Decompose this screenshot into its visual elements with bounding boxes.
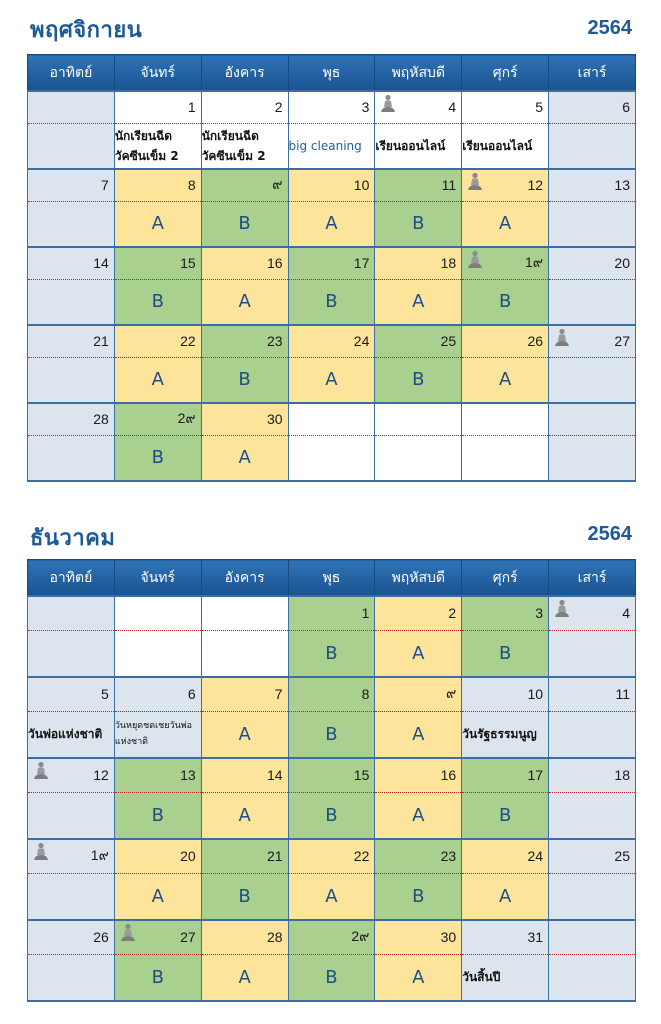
day-content-cell — [114, 630, 201, 677]
day-number-cell — [549, 169, 636, 201]
day-content-cell — [549, 711, 636, 758]
schedule-group-label: B — [412, 369, 425, 391]
schedule-group-label: A — [238, 966, 251, 988]
day-number: 8 — [361, 686, 370, 703]
day-number-cell — [462, 677, 549, 711]
schedule-group-label: A — [325, 885, 338, 907]
week-content-row — [28, 123, 636, 169]
day-number: 17 — [527, 767, 544, 784]
day-content-cell — [201, 279, 288, 325]
buddha-icon — [554, 328, 570, 348]
week-number-row — [28, 91, 636, 123]
day-content-cell — [288, 435, 375, 481]
day-number-cell — [462, 247, 549, 279]
schedule-group-label: B — [151, 447, 164, 469]
weekday-header: ศุกร์ — [462, 55, 549, 92]
day-number-cell — [549, 596, 636, 630]
day-number: 4 — [622, 605, 630, 622]
day-content-cell — [549, 435, 636, 481]
day-number-cell — [288, 247, 375, 279]
weekday-header: อังคาร — [201, 55, 288, 92]
day-number: 13 — [614, 177, 630, 194]
day-content-cell — [114, 357, 201, 403]
day-number-cell — [549, 920, 636, 954]
weekday-header: พฤหัสบดี — [375, 560, 462, 597]
day-number: 2๙ — [351, 928, 370, 945]
day-content-cell — [28, 201, 115, 247]
day-number: 2 — [274, 99, 283, 116]
day-number-cell — [201, 403, 288, 435]
day-number: 8 — [187, 177, 196, 194]
day-content-cell — [114, 201, 201, 247]
month-title-november: พฤศจิกายน — [30, 18, 143, 43]
day-number-cell — [549, 403, 636, 435]
day-number-cell — [114, 920, 201, 954]
day-number-cell — [375, 839, 462, 873]
day-number-cell — [201, 91, 288, 123]
day-content-cell — [462, 954, 549, 1001]
day-number: 6 — [622, 99, 630, 116]
day-number-cell — [114, 169, 201, 201]
schedule-group-label: B — [238, 885, 251, 907]
day-content-cell — [375, 435, 462, 481]
day-number-cell — [462, 169, 549, 201]
day-number-cell — [375, 169, 462, 201]
weekday-header: พุธ — [288, 55, 375, 92]
day-number: 25 — [614, 848, 630, 865]
day-content-cell — [549, 357, 636, 403]
day-number: 28 — [93, 411, 109, 428]
schedule-group-label: B — [498, 642, 512, 664]
day-number-cell — [28, 403, 115, 435]
day-content-cell — [28, 873, 115, 920]
day-content-cell — [114, 435, 201, 481]
day-number: 26 — [527, 333, 544, 350]
day-content-cell — [462, 279, 549, 325]
day-content-cell — [462, 201, 549, 247]
day-content-cell — [201, 954, 288, 1001]
day-content-cell — [549, 873, 636, 920]
day-content-cell — [462, 435, 549, 481]
schedule-group-label: B — [151, 291, 164, 313]
day-number-cell — [114, 596, 201, 630]
day-number-cell — [28, 839, 115, 873]
day-number-cell — [288, 596, 375, 630]
day-note: big cleaning — [288, 138, 362, 153]
day-number: 15 — [353, 767, 370, 784]
day-content-cell — [114, 123, 201, 169]
schedule-group-label: A — [412, 642, 425, 664]
day-content-cell — [114, 792, 201, 839]
day-number: ๙ — [272, 176, 283, 193]
day-number-cell — [549, 839, 636, 873]
day-number-cell — [28, 920, 115, 954]
week-number-row — [28, 677, 636, 711]
day-number-cell — [114, 839, 201, 873]
week-number-row — [28, 596, 636, 630]
day-content-cell — [288, 357, 375, 403]
schedule-group-label: A — [412, 804, 425, 826]
day-note: เรียนออนไลน์ — [375, 138, 446, 153]
schedule-group-label: B — [238, 213, 251, 235]
schedule-group-label: A — [151, 213, 164, 235]
week-content-row — [28, 954, 636, 1001]
weekday-header: อังคาร — [201, 560, 288, 597]
weekday-header: อาทิตย์ — [28, 560, 115, 597]
week-content-row — [28, 279, 636, 325]
schedule-group-label: A — [151, 885, 164, 907]
day-content-cell — [28, 357, 115, 403]
schedule-group-label: B — [325, 642, 338, 664]
day-number: 27 — [180, 929, 196, 946]
calendar-november — [27, 54, 636, 482]
weekday-header: พุธ — [288, 560, 375, 597]
day-number-cell — [114, 758, 201, 792]
day-number-cell — [462, 839, 549, 873]
week-content-row — [28, 711, 636, 758]
day-content-cell — [462, 792, 549, 839]
day-number-cell — [201, 596, 288, 630]
year-december: 2564 — [587, 523, 632, 545]
day-number: 12 — [93, 767, 109, 784]
day-number-cell — [288, 677, 375, 711]
day-number-cell — [114, 677, 201, 711]
week-number-row — [28, 247, 636, 279]
day-number: 16 — [266, 255, 283, 272]
weekday-header: พฤหัสบดี — [375, 55, 462, 92]
day-number-cell — [462, 596, 549, 630]
day-number: 20 — [614, 255, 630, 272]
week-number-row — [28, 839, 636, 873]
day-content-cell — [549, 123, 636, 169]
day-number-cell — [375, 677, 462, 711]
buddha-icon — [120, 923, 136, 943]
day-number-cell — [288, 169, 375, 201]
day-number: 12 — [527, 177, 544, 194]
day-number: 11 — [441, 177, 457, 194]
day-number-cell — [375, 920, 462, 954]
day-number: 28 — [266, 929, 283, 946]
day-content-cell — [28, 954, 115, 1001]
day-number: 5 — [535, 99, 544, 116]
day-number-cell — [375, 403, 462, 435]
schedule-group-label: B — [412, 885, 425, 907]
schedule-group-label: A — [238, 804, 251, 826]
day-number: 7 — [274, 686, 283, 703]
schedule-group-label: B — [498, 291, 512, 313]
day-number-cell — [28, 169, 115, 201]
day-number: 24 — [527, 848, 544, 865]
day-number: 27 — [614, 333, 630, 350]
day-number: 14 — [266, 767, 283, 784]
day-content-cell — [201, 873, 288, 920]
day-number: 25 — [440, 333, 457, 350]
day-number-cell — [375, 247, 462, 279]
day-content-cell — [549, 201, 636, 247]
schedule-group-label: A — [498, 885, 512, 907]
day-content-cell — [462, 711, 549, 758]
year-november: 2564 — [587, 17, 632, 39]
buddha-icon — [467, 172, 483, 192]
buddha-icon — [33, 842, 49, 862]
day-number: 17 — [353, 255, 370, 272]
day-number-cell — [201, 247, 288, 279]
day-number: 22 — [180, 333, 196, 350]
day-content-cell — [288, 201, 375, 247]
day-number: 21 — [266, 848, 283, 865]
day-note: นักเรียนฉีดวัคซีนเข็ม 2 — [114, 128, 179, 163]
day-number-cell — [28, 247, 115, 279]
day-content-cell — [201, 435, 288, 481]
schedule-group-label: A — [412, 291, 425, 313]
week-content-row — [28, 630, 636, 677]
schedule-group-label: B — [151, 966, 164, 988]
day-number: 10 — [353, 177, 370, 194]
day-number-cell — [375, 91, 462, 123]
day-number-cell — [28, 325, 115, 357]
day-number-cell — [462, 91, 549, 123]
day-content-cell — [375, 279, 462, 325]
day-number: 10 — [527, 686, 544, 703]
day-number: 22 — [353, 848, 370, 865]
day-number: 18 — [614, 767, 630, 784]
day-number-cell — [462, 325, 549, 357]
day-number-cell — [114, 325, 201, 357]
day-content-cell — [288, 630, 375, 677]
week-content-row — [28, 357, 636, 403]
day-number-cell — [28, 758, 115, 792]
day-number: 13 — [180, 767, 196, 784]
day-content-cell — [375, 711, 462, 758]
weekday-header: ศุกร์ — [462, 560, 549, 597]
day-content-cell — [288, 873, 375, 920]
day-content-cell — [375, 792, 462, 839]
day-number: 11 — [615, 686, 630, 703]
day-number-cell — [201, 839, 288, 873]
day-number: 18 — [440, 255, 457, 272]
day-number-cell — [28, 677, 115, 711]
day-content-cell — [288, 711, 375, 758]
day-number: 21 — [93, 333, 109, 350]
schedule-group-label: A — [151, 369, 164, 391]
weekday-header: จันทร์ — [114, 560, 201, 597]
day-number: 30 — [440, 929, 457, 946]
day-content-cell — [201, 792, 288, 839]
buddha-icon — [554, 599, 570, 619]
day-number: 1๙ — [90, 847, 109, 864]
day-note: วันสิ้นปี — [462, 970, 501, 985]
day-number: 3 — [535, 605, 544, 622]
day-number-cell — [375, 596, 462, 630]
weekday-header: จันทร์ — [114, 55, 201, 92]
day-note: วันพ่อแห่งชาติ — [28, 727, 103, 742]
schedule-group-label: A — [412, 966, 425, 988]
day-number-cell — [288, 758, 375, 792]
schedule-group-label: A — [238, 447, 251, 469]
day-number: 14 — [93, 255, 109, 272]
day-number-cell — [288, 920, 375, 954]
day-number: 15 — [180, 255, 196, 272]
schedule-group-label: B — [325, 966, 338, 988]
day-content-cell — [28, 435, 115, 481]
week-number-row — [28, 325, 636, 357]
schedule-group-label: B — [151, 804, 164, 826]
day-number-cell — [288, 839, 375, 873]
day-content-cell — [375, 873, 462, 920]
day-content-cell — [549, 279, 636, 325]
day-number: 23 — [440, 848, 457, 865]
day-number: 24 — [353, 333, 370, 350]
day-content-cell — [462, 630, 549, 677]
schedule-group-label: A — [238, 291, 251, 313]
day-number-cell — [549, 91, 636, 123]
day-number: 2 — [448, 605, 457, 622]
day-content-cell — [375, 123, 462, 169]
week-number-row — [28, 169, 636, 201]
day-content-cell — [462, 357, 549, 403]
day-content-cell — [201, 123, 288, 169]
day-number: 20 — [180, 848, 196, 865]
schedule-group-label: A — [498, 369, 512, 391]
buddha-icon — [467, 250, 483, 270]
day-content-cell — [201, 357, 288, 403]
day-number-cell — [462, 920, 549, 954]
schedule-group-label: B — [238, 369, 251, 391]
day-number-cell — [549, 325, 636, 357]
week-content-row — [28, 435, 636, 481]
day-content-cell — [28, 711, 115, 758]
buddha-icon — [33, 761, 49, 781]
schedule-group-label: B — [498, 804, 512, 826]
day-content-cell — [288, 123, 375, 169]
day-content-cell — [114, 873, 201, 920]
day-number-cell — [201, 758, 288, 792]
day-note: วันหยุดชดเชยวันพ่อแห่งชาติ — [114, 721, 193, 748]
day-number-cell — [549, 677, 636, 711]
schedule-group-label: A — [498, 213, 512, 235]
day-number-cell — [375, 758, 462, 792]
weekday-header: เสาร์ — [549, 55, 636, 92]
weekday-header-row — [28, 560, 636, 597]
weekday-header: เสาร์ — [549, 560, 636, 597]
schedule-group-label: A — [412, 723, 425, 745]
schedule-group-label: B — [325, 804, 338, 826]
day-number-cell — [201, 325, 288, 357]
day-content-cell — [28, 792, 115, 839]
day-content-cell — [375, 201, 462, 247]
day-number-cell — [288, 91, 375, 123]
calendar-december — [27, 559, 636, 1002]
day-number: 6 — [187, 686, 196, 703]
day-content-cell — [28, 630, 115, 677]
day-content-cell — [549, 630, 636, 677]
month-title-december: ธันวาคม — [30, 526, 116, 551]
schedule-group-label: B — [325, 291, 338, 313]
day-number: 1 — [187, 99, 196, 116]
day-number-cell — [28, 91, 115, 123]
day-content-cell — [28, 279, 115, 325]
day-content-cell — [288, 792, 375, 839]
day-number-cell — [201, 920, 288, 954]
day-content-cell — [462, 873, 549, 920]
day-content-cell — [375, 357, 462, 403]
day-note: นักเรียนฉีดวัคซีนเข็ม 2 — [201, 128, 266, 163]
day-number-cell — [549, 758, 636, 792]
day-number-cell — [201, 677, 288, 711]
day-number: 7 — [101, 177, 109, 194]
schedule-group-label: A — [325, 369, 338, 391]
week-content-row — [28, 201, 636, 247]
day-number-cell — [201, 169, 288, 201]
day-number-cell — [114, 91, 201, 123]
day-number: 1 — [361, 605, 370, 622]
day-number: 26 — [93, 929, 109, 946]
day-content-cell — [114, 954, 201, 1001]
day-content-cell — [201, 201, 288, 247]
day-number: 2๙ — [177, 410, 196, 427]
day-number: 16 — [440, 767, 457, 784]
day-content-cell — [201, 711, 288, 758]
day-number-cell — [28, 596, 115, 630]
day-number: 1๙ — [525, 254, 544, 271]
schedule-group-label: B — [412, 213, 425, 235]
buddha-icon — [380, 94, 396, 114]
day-note: เรียนออนไลน์ — [462, 138, 533, 153]
day-content-cell — [549, 792, 636, 839]
day-content-cell — [375, 630, 462, 677]
day-number-cell — [288, 403, 375, 435]
day-number-cell — [462, 758, 549, 792]
weekday-header-row — [28, 55, 636, 92]
day-content-cell — [375, 954, 462, 1001]
schedule-group-label: B — [325, 723, 338, 745]
day-number: 4 — [448, 99, 457, 116]
week-number-row — [28, 403, 636, 435]
day-number: ๙ — [445, 685, 457, 702]
day-content-cell — [288, 954, 375, 1001]
week-content-row — [28, 873, 636, 920]
day-number-cell — [288, 325, 375, 357]
day-number-cell — [114, 247, 201, 279]
schedule-group-label: A — [238, 723, 251, 745]
day-number-cell — [375, 325, 462, 357]
day-content-cell — [201, 630, 288, 677]
week-number-row — [28, 920, 636, 954]
day-content-cell — [114, 279, 201, 325]
day-content-cell — [462, 123, 549, 169]
day-content-cell — [288, 279, 375, 325]
weekday-header: อาทิตย์ — [28, 55, 115, 92]
week-content-row — [28, 792, 636, 839]
day-number: 5 — [101, 686, 109, 703]
schedule-group-label: A — [325, 213, 338, 235]
day-content-cell — [114, 711, 201, 758]
day-note: วันรัฐธรรมนูญ — [462, 727, 537, 742]
day-number: 30 — [266, 411, 283, 428]
day-number: 23 — [266, 333, 283, 350]
day-number-cell — [549, 247, 636, 279]
day-content-cell — [28, 123, 115, 169]
day-content-cell — [549, 954, 636, 1001]
day-number-cell — [114, 403, 201, 435]
day-number: 3 — [361, 99, 370, 116]
day-number: 31 — [527, 929, 544, 946]
week-number-row — [28, 758, 636, 792]
day-number-cell — [462, 403, 549, 435]
